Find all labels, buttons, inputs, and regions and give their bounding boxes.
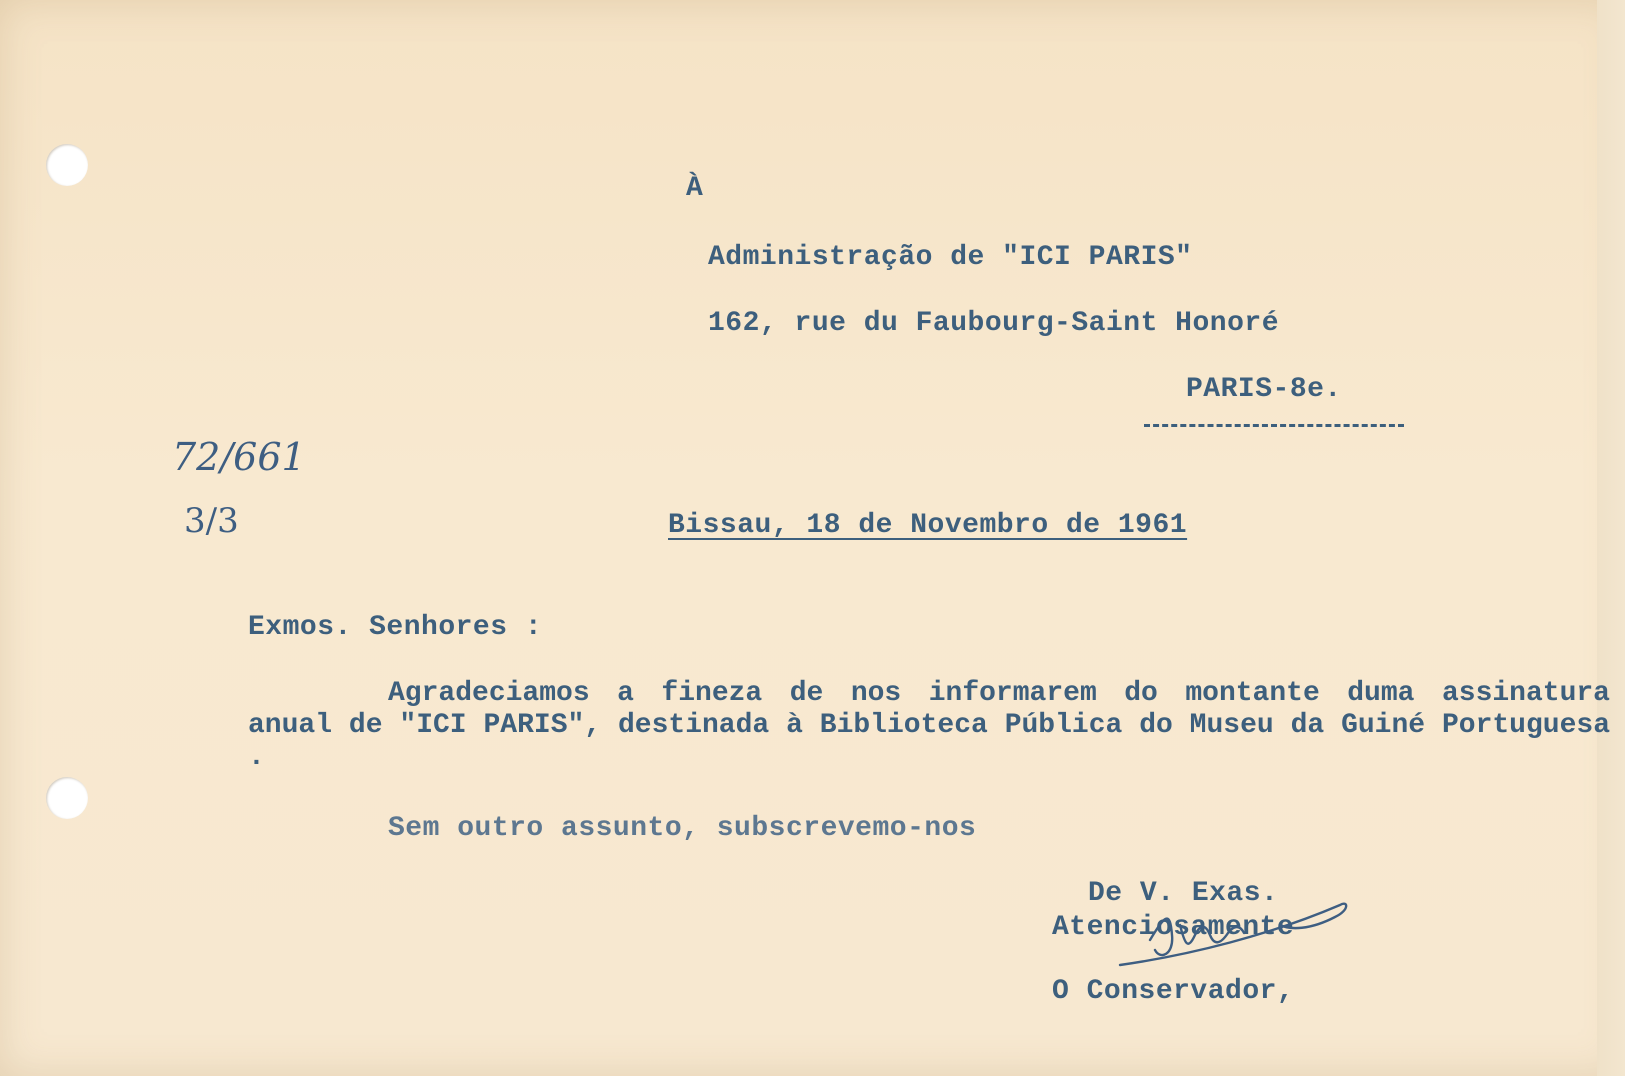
valediction-line-2: Atenciosamente	[1052, 912, 1295, 943]
recipient-name: Administração de "ICI PARIS"	[708, 242, 1193, 273]
closing-line: Sem outro assunto, subscrevemo-nos	[388, 813, 977, 844]
address-rule	[1144, 424, 1404, 427]
place-date: Bissau, 18 de Novembro de 1961	[668, 510, 1188, 541]
reference-number: 72/661	[172, 435, 306, 479]
valediction-line-1: De V. Exas.	[1088, 878, 1279, 909]
punch-hole-top	[46, 144, 88, 186]
body-paragraph: Agradeciamos a fineza de nos informarem do montante duma assinatura anual de "ICI PARIS", destinada à Biblioteca Pública do Museu da Guiné Portuguesa .	[248, 678, 1610, 773]
recipient-city: PARIS-8e.	[1186, 374, 1342, 405]
sheet-edge	[1597, 0, 1625, 1076]
handwritten-signature	[1110, 895, 1360, 975]
recipient-prefix: À	[686, 173, 704, 204]
punch-hole-bottom	[46, 777, 88, 819]
signatory-title: O Conservador,	[1052, 976, 1295, 1007]
recipient-street: 162, rue du Faubourg-Saint Honoré	[708, 308, 1279, 339]
reference-page: 3/3	[184, 501, 239, 541]
greeting: Exmos. Senhores :	[248, 612, 543, 643]
